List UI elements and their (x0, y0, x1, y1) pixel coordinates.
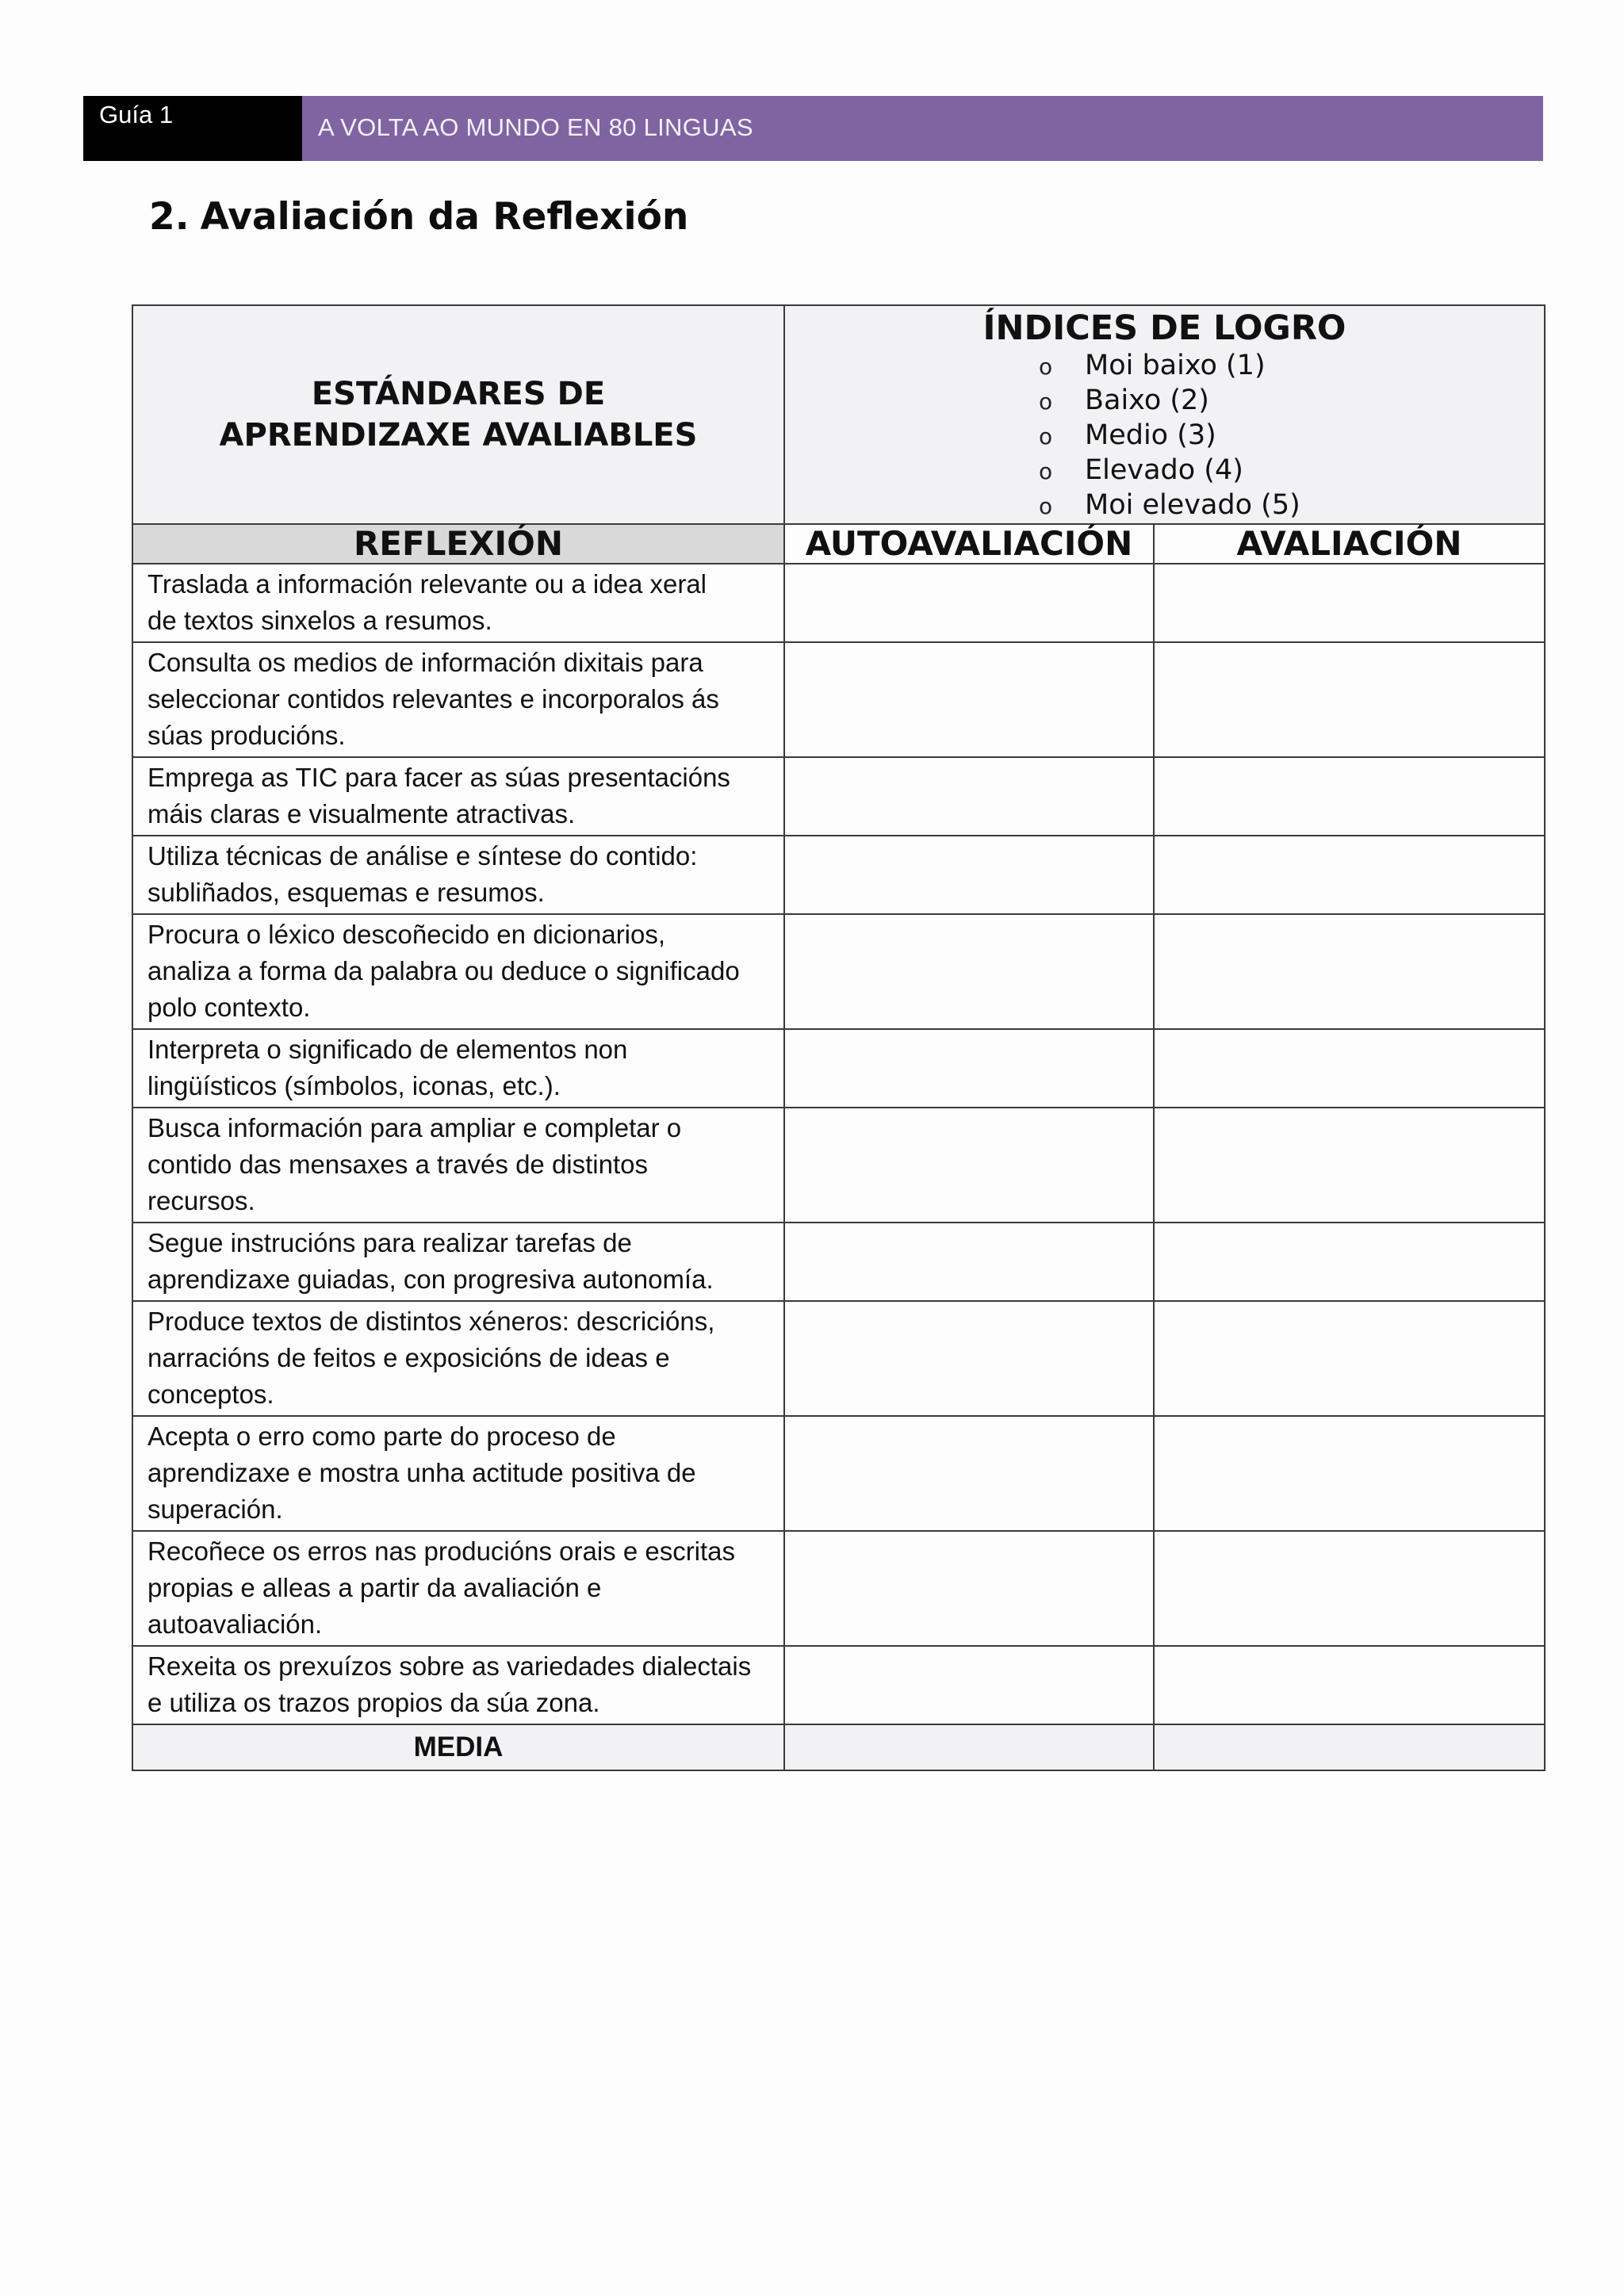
standard-text-line: Consulta os medios de información dixitais para (147, 648, 703, 677)
table-row (132, 1646, 1545, 1724)
standard-text-line: conceptos. (147, 1380, 274, 1409)
evaluation-cell[interactable] (1154, 757, 1545, 836)
table-row (132, 914, 1545, 1029)
indices-header (784, 305, 1545, 524)
guide-label (83, 96, 302, 161)
course-title-banner (302, 96, 1543, 161)
standard-text-line: seleccionar contidos relevantes e incorporalos ás (147, 684, 719, 714)
index-level-item (1039, 453, 1544, 488)
standard-description (132, 1029, 784, 1108)
standard-description (132, 757, 784, 836)
self-evaluation-cell[interactable] (784, 836, 1154, 914)
table-row (132, 1416, 1545, 1531)
index-level-item (1039, 384, 1544, 419)
col-header-evaluation: AVALIACIÓN (1154, 524, 1545, 564)
index-level-item (1039, 419, 1544, 453)
self-evaluation-cell[interactable] (784, 1301, 1154, 1416)
self-evaluation-cell[interactable] (784, 1531, 1154, 1646)
standard-description (132, 564, 784, 642)
standard-text-line: contido das mensaxes a través de distintos (147, 1150, 649, 1179)
standard-text-line: Rexeita os prexuízos sobre as variedades dialectais (147, 1651, 752, 1681)
standard-text-line: Traslada a información relevante ou a idea xeral (147, 569, 707, 599)
media-self-evaluation-cell[interactable] (784, 1724, 1154, 1770)
index-level-label: Elevado (4) (1085, 454, 1243, 486)
evaluation-cell[interactable] (1154, 564, 1545, 642)
self-evaluation-cell[interactable] (784, 642, 1154, 757)
standard-description (132, 836, 784, 914)
section-number: 2. (149, 195, 190, 239)
standard-text-line: analiza a forma da palabra ou deduce o significado (147, 956, 740, 985)
evaluation-table (132, 304, 1545, 1771)
evaluation-cell[interactable] (1154, 836, 1545, 914)
self-evaluation-cell[interactable] (784, 914, 1154, 1029)
standard-description (132, 1301, 784, 1416)
evaluation-cell[interactable] (1154, 1646, 1545, 1724)
standard-description (132, 1223, 784, 1301)
column-header-row (132, 524, 1545, 564)
standard-text-line: Utiliza técnicas de análise e síntese do contido: (147, 841, 698, 871)
standard-text-line: súas producións. (147, 721, 346, 750)
standard-text-line: propias e alleas a partir da avaliación e (147, 1573, 602, 1602)
index-level-label: Moi baixo (1) (1085, 350, 1266, 381)
standard-description (132, 642, 784, 757)
evaluation-cell[interactable] (1154, 1108, 1545, 1223)
standard-text-line: Interpreta o significado de elementos non (147, 1035, 628, 1064)
evaluation-cell[interactable] (1154, 914, 1545, 1029)
evaluation-cell[interactable] (1154, 1301, 1545, 1416)
standard-text-line: autoavaliación. (147, 1609, 323, 1639)
circle-bullet-icon: o (1039, 458, 1053, 484)
self-evaluation-cell[interactable] (784, 564, 1154, 642)
self-evaluation-cell[interactable] (784, 1029, 1154, 1108)
guide-label-text: Guía 1 (99, 101, 174, 128)
standard-text-line: e utiliza os trazos propios da súa zona. (147, 1688, 600, 1717)
standard-description (132, 1416, 784, 1531)
circle-bullet-icon: o (1039, 354, 1053, 380)
self-evaluation-cell[interactable] (784, 1108, 1154, 1223)
standard-text-line: Segue instrucións para realizar tarefas de (147, 1228, 632, 1257)
evaluation-cell[interactable] (1154, 1531, 1545, 1646)
table-row (132, 836, 1545, 914)
table-row (132, 1531, 1545, 1646)
course-title-text: A VOLTA AO MUNDO EN 80 LINGUAS (318, 113, 753, 141)
indices-title: ÍNDICES DE LOGRO (982, 308, 1346, 348)
table-row (132, 757, 1545, 836)
media-row (132, 1724, 1545, 1770)
standard-text-line: superación. (147, 1494, 283, 1524)
standard-text-line: lingüísticos (símbolos, iconas, etc.). (147, 1071, 561, 1100)
index-level-label: Medio (3) (1085, 419, 1216, 451)
standard-text-line: Acepta o erro como parte do proceso de (147, 1422, 616, 1451)
col-header-reflexion: REFLEXIÓN (132, 524, 784, 564)
standard-description (132, 1646, 784, 1724)
self-evaluation-cell[interactable] (784, 1223, 1154, 1301)
standard-text-line: Recoñece os erros nas producións orais e escritas (147, 1536, 736, 1566)
self-evaluation-cell[interactable] (784, 757, 1154, 836)
self-evaluation-cell[interactable] (784, 1646, 1154, 1724)
standard-text-line: de textos sinxelos a resumos. (147, 606, 492, 635)
table-row (132, 1223, 1545, 1301)
standard-text-line: subliñados, esquemas e resumos. (147, 878, 545, 907)
index-level-item (1039, 488, 1544, 523)
evaluation-cell[interactable] (1154, 1029, 1545, 1108)
standard-description (132, 914, 784, 1029)
standard-text-line: Emprega as TIC para facer as súas presentacións (147, 763, 730, 792)
index-level-item (1039, 349, 1544, 384)
standard-description (132, 1108, 784, 1223)
standard-text-line: aprendizaxe e mostra unha actitude positiva de (147, 1458, 696, 1487)
standard-description (132, 1531, 784, 1646)
standard-text-line: recursos. (147, 1186, 255, 1215)
table-row (132, 1301, 1545, 1416)
table-row (132, 1108, 1545, 1223)
table-row (132, 642, 1545, 757)
standards-header-line2: APRENDIZAXE AVALIABLES (219, 417, 698, 453)
standard-text-line: Busca información para ampliar e completar o (147, 1113, 682, 1142)
evaluation-cell[interactable] (1154, 1416, 1545, 1531)
indices-list (785, 349, 1544, 523)
media-label: MEDIA (132, 1724, 784, 1770)
table-header-row (132, 305, 1545, 524)
standards-header-line1: ESTÁNDARES DE (311, 376, 606, 412)
table-row (132, 1029, 1545, 1108)
standard-text-line: máis claras e visualmente atractivas. (147, 799, 576, 828)
section-title (149, 195, 688, 239)
index-level-label: Baixo (2) (1085, 385, 1209, 416)
index-level-label: Moi elevado (5) (1085, 489, 1300, 521)
standard-text-line: aprendizaxe guiadas, con progresiva autonomía. (147, 1265, 714, 1294)
standard-text-line: polo contexto. (147, 993, 311, 1022)
table-row (132, 564, 1545, 642)
circle-bullet-icon: o (1039, 493, 1053, 519)
section-title-text: Avaliación da Reflexión (200, 195, 689, 239)
circle-bullet-icon: o (1039, 423, 1053, 450)
circle-bullet-icon: o (1039, 388, 1053, 415)
standard-text-line: Procura o léxico descoñecido en dicionarios, (147, 920, 666, 949)
col-header-self-evaluation: AUTOAVALIACIÓN (784, 524, 1154, 564)
standards-header (132, 305, 784, 524)
standard-text-line: Produce textos de distintos xéneros: descricións, (147, 1307, 715, 1336)
standard-text-line: narracións de feitos e exposicións de ideas e (147, 1343, 670, 1372)
self-evaluation-cell[interactable] (784, 1416, 1154, 1531)
media-evaluation-cell[interactable] (1154, 1724, 1545, 1770)
evaluation-cell[interactable] (1154, 1223, 1545, 1301)
evaluation-cell[interactable] (1154, 642, 1545, 757)
